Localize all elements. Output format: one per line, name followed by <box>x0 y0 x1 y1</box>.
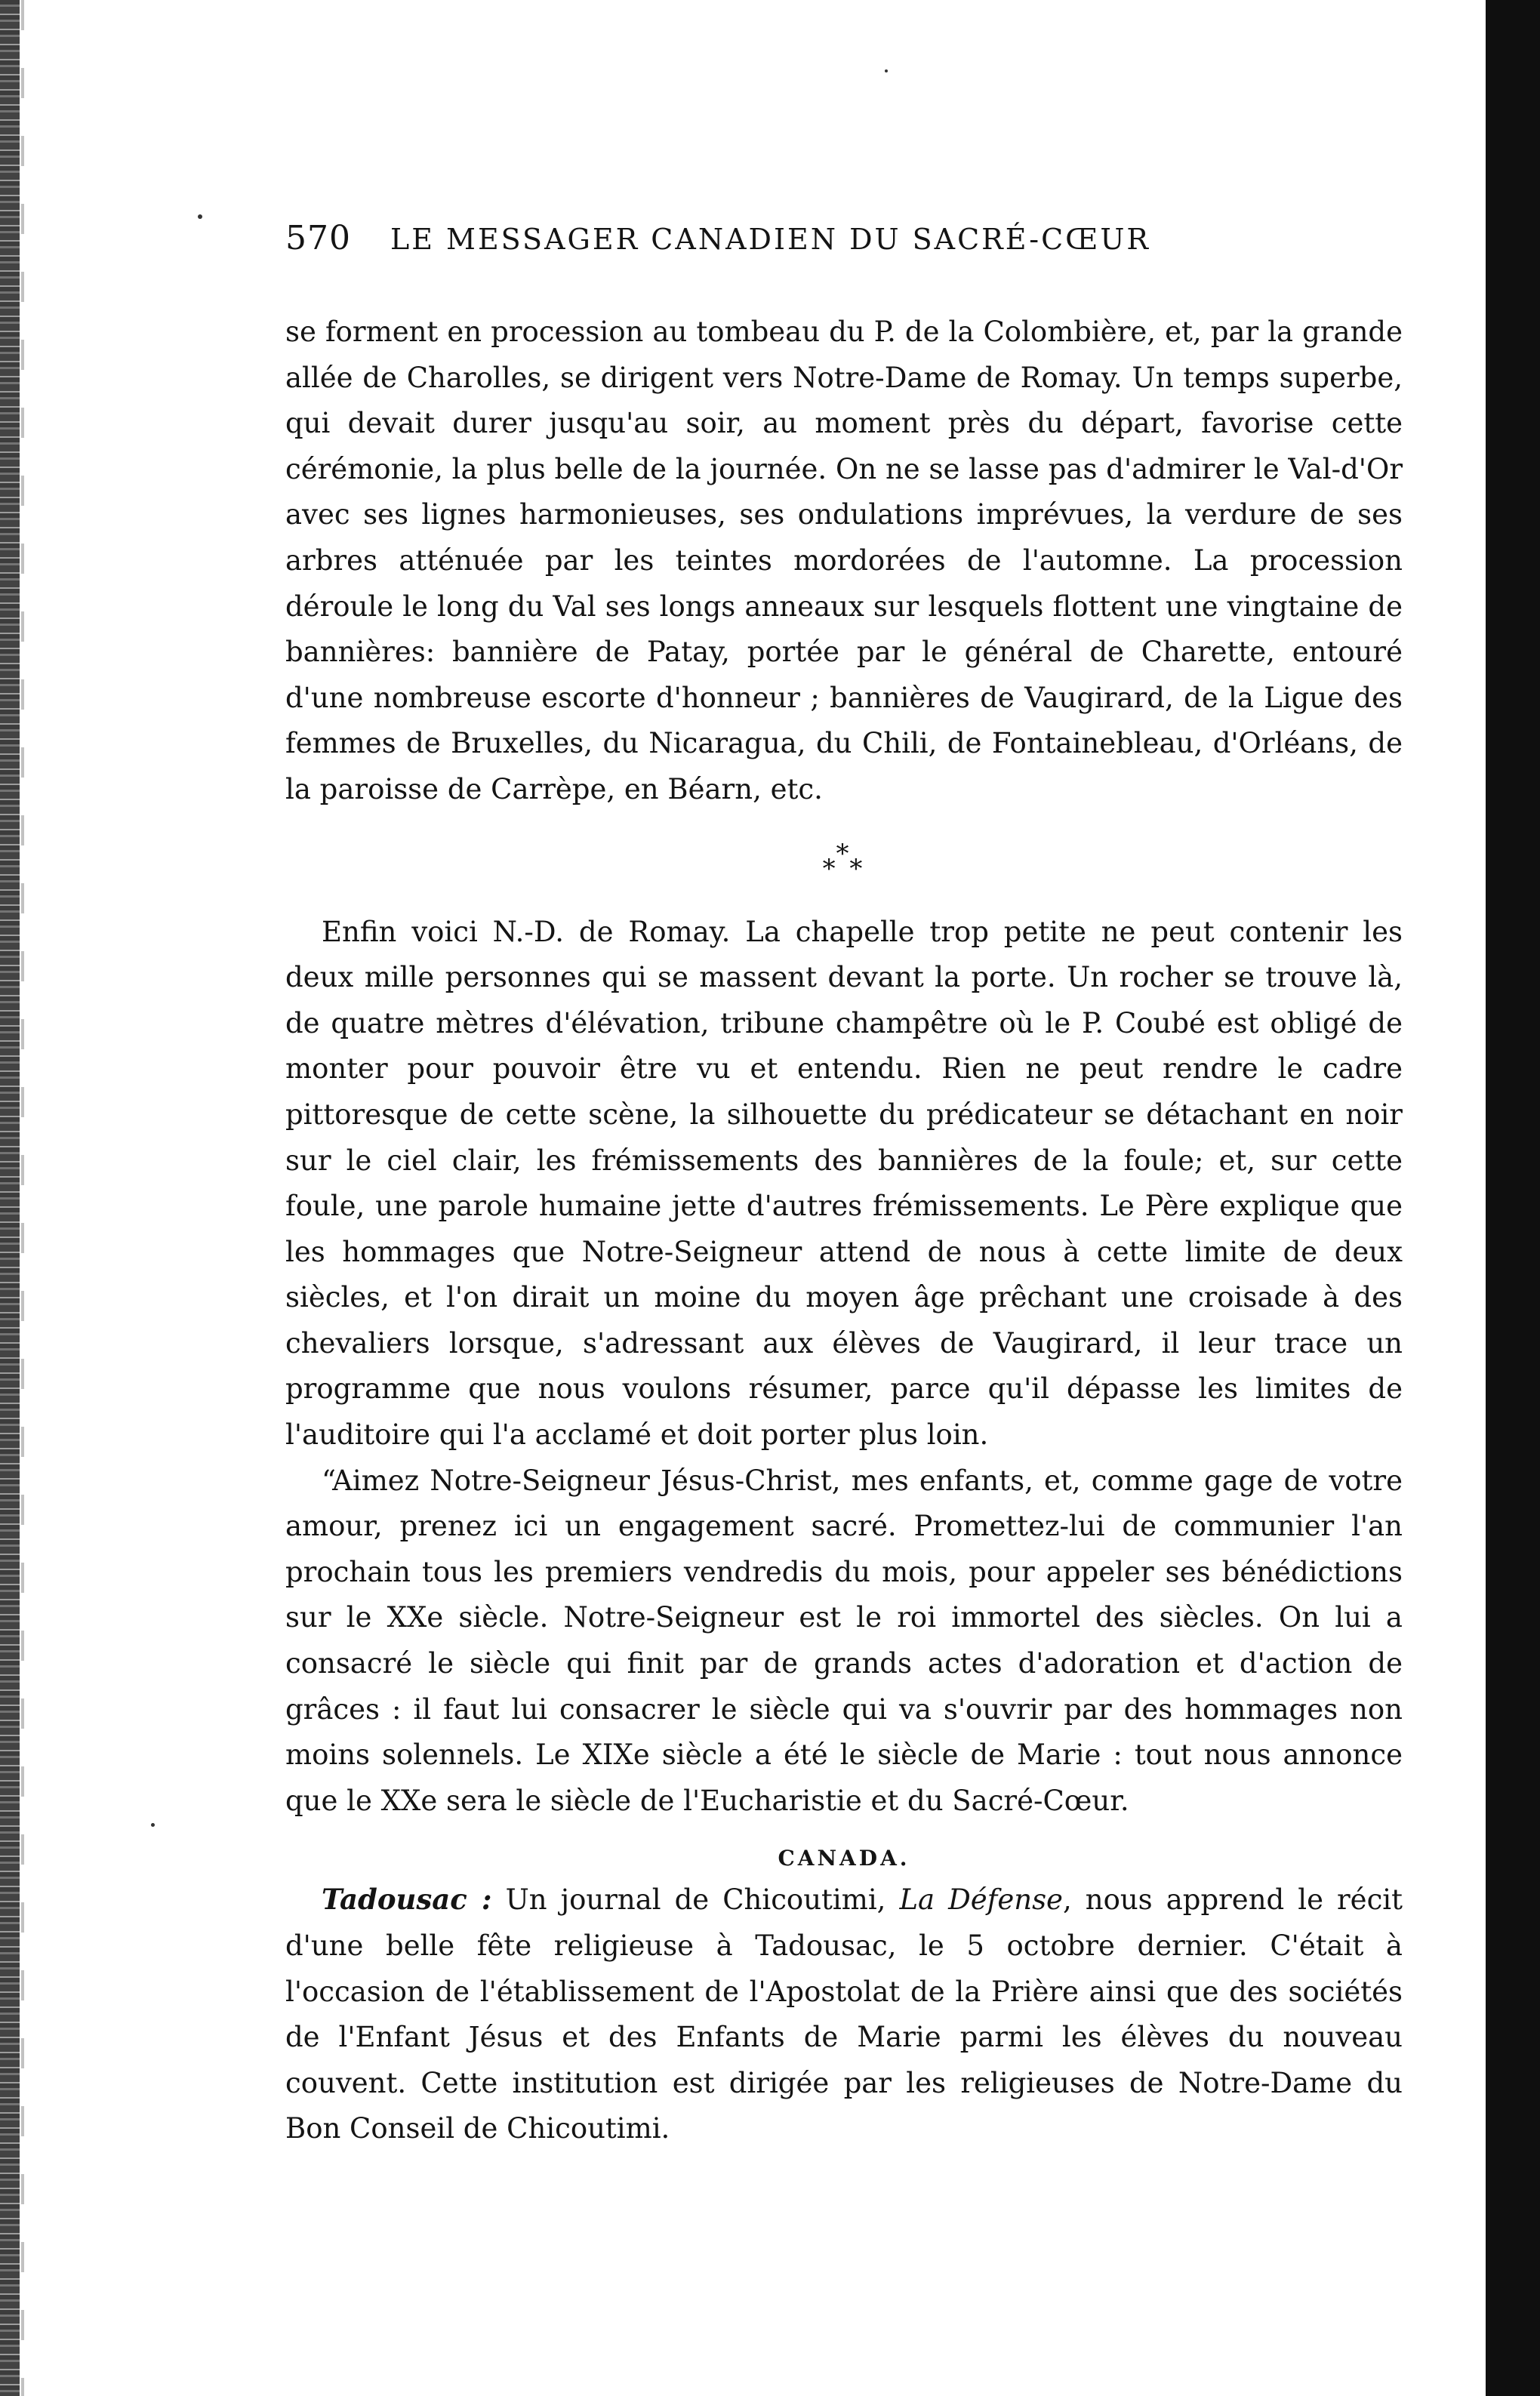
place-name-tadousac: Tadousac : <box>322 1883 492 1917</box>
scan-left-edge-shadow <box>21 0 24 2396</box>
asterism-divider <box>285 813 1403 910</box>
scan-right-spine <box>1486 0 1540 2396</box>
paragraph-tadousac-text-after: , nous apprend le récit d'une belle fête religieuse à Tadousac, le 5 octobre dernier. C'était à l'occasion de l'établissement de l'Apostolat de la Prière ainsi que des sociétés de l'Enfant Jésus et des Enfants de Marie parmi les élèves du nouveau couvent. Cette institution est dirigée par les religieuses de Notre-Dame du Bon Conseil de Chicoutimi. <box>285 1883 1403 2145</box>
paragraph-quotation: “Aimez Notre-Seigneur Jésus-Christ, mes enfants, et, comme gage de votre amour, prenez ici un engagement sacré. Promettez-lui de communier l'an prochain tous les premiers vendredis du mois, pour appeler ses bénédictions sur le XXe siècle. Notre-Seigneur est le roi immortel des siècles. On lui a consacré le siècle qui finit par de grands actes d'adoration et d'action de grâces : il faut lui consacrer le siècle qui va s'ouvrir par des hommages non moins solennels. Le XIXe siècle a été le siècle de Marie : tout nous annonce que le XXe sera le siècle de l'Eucharistie et du Sacré-Cœur. <box>285 1464 1403 1817</box>
page-number: 570 <box>285 219 351 257</box>
journal-title: La Défense <box>899 1883 1063 1917</box>
scan-speck <box>198 214 202 219</box>
paragraph-romay: Enfin voici N.-D. de Romay. La chapelle trop petite ne peut contenir les deux mille personnes qui se massent devant la porte. Un rocher se trouve là, de quatre mètres d'élévation, tribune champêtre où le P. Coubé est obligé de monter pour pouvoir être vu et entendu. Rien ne peut rendre le cadre pittoresque de cette scène, la silhouette du prédicateur se détachant en noir sur le ciel clair, les frémissements des bannières de la foule; et, sur cette foule, une parole humaine jette d'autres frémissements. Le Père explique que les hommages que Notre-Seigneur attend de nous à cette limite de deux siècles, et l'on dirait un moine du moyen âge prêchant une croisade à des chevaliers lorsque, s'adressant aux élèves de Vaugirard, il leur trace un programme que nous voulons résumer, parce qu'il dépasse les limites de l'auditoire qui l'a acclamé et doit porter plus loin. <box>285 915 1403 1452</box>
scan-left-edge <box>0 0 20 2396</box>
paragraph-tadousac-text-before: Un journal de Chicoutimi, <box>491 1883 900 1917</box>
scan-speck <box>151 1823 155 1827</box>
page-body <box>285 310 1403 2152</box>
section-heading-canada: CANADA. <box>778 1846 910 1871</box>
scan-speck <box>885 69 888 72</box>
book-page <box>285 219 1403 2152</box>
paragraph-tadousac <box>285 1877 1403 2152</box>
running-title: LE MESSAGER CANADIEN DU SACRÉ-CŒUR <box>390 223 1151 256</box>
paragraph-procession: se forment en procession au tombeau du P. de la Colombière, et, par la grande allée de Charolles, se dirigent vers Notre-Dame de Romay. Un temps superbe, qui devait durer jusqu'au soir, au moment près du départ, favorise cette cérémonie, la plus belle de la journée. On ne se lasse pas d'admirer le Val-d'Or avec ses lignes harmonieuses, ses ondulations imprévues, la verdure de ses arbres atténuée par les teintes mordorées de l'automne. La procession déroule le long du Val ses longs anneaux sur lesquels flottent une vingtaine de bannières: bannière de Patay, portée par le général de Charette, entouré d'une nombreuse escorte d'honneur ; bannières de Vaugirard, de la Ligue des femmes de Bruxelles, du Nicaragua, du Chili, de Fontainebleau, d'Orléans, de la paroisse de Carrèpe, en Béarn, etc. <box>285 316 1403 805</box>
asterism-stars: * * * <box>822 838 866 884</box>
page-header <box>285 219 1403 279</box>
